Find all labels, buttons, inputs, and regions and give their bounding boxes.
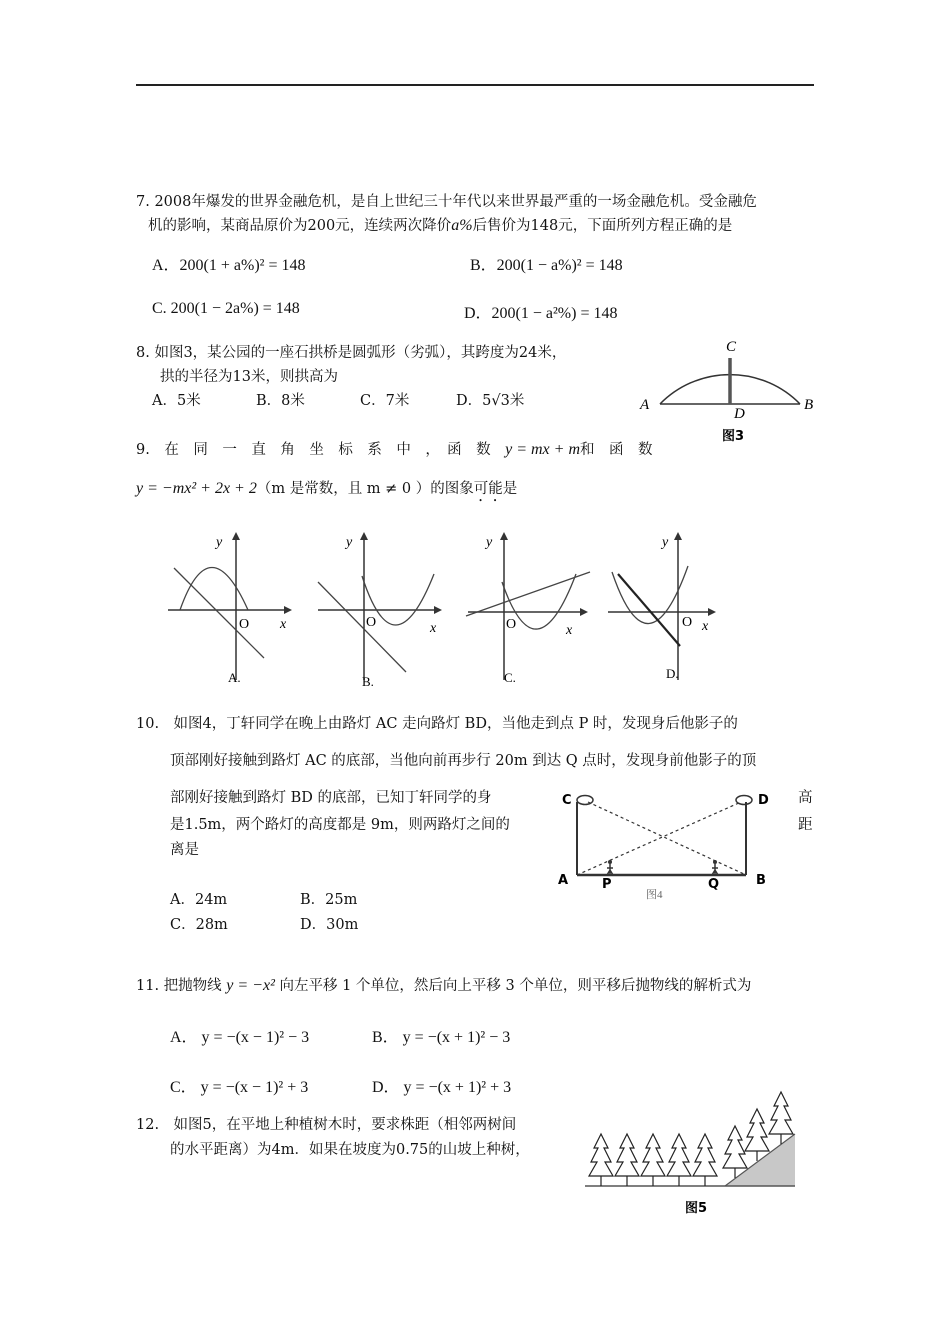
tree-icon — [589, 1134, 613, 1186]
q8-option-b[interactable]: B．8米 — [256, 393, 305, 409]
q9b-x-label: x — [430, 621, 437, 636]
q9-graph-a[interactable] — [160, 530, 300, 690]
q7-line2: 机的影响，某商品原价为200元，连续两次降价a%后售价为148元，下面所列方程正确的是 — [148, 217, 733, 234]
q9b-label: B. — [362, 674, 374, 689]
tree-icon — [615, 1134, 639, 1186]
fig3-label-c: C — [726, 339, 737, 355]
q10-line4-right: 距 — [798, 817, 813, 833]
fig4-label-d: D — [758, 793, 769, 808]
q9b-y-label: y — [346, 535, 353, 550]
q11-option-b[interactable]: B． y = −(x + 1)² − 3 — [372, 1029, 511, 1046]
fig4-caption: 图4 — [646, 889, 663, 901]
q9c-x-label: x — [566, 623, 573, 638]
q10-option-d[interactable]: D．30m — [300, 917, 359, 933]
q9a-x-label: x — [280, 617, 287, 632]
figure-3-arch-bridge — [630, 336, 830, 446]
q9d-x-label: x — [702, 619, 709, 634]
q10-option-c[interactable]: C．28m — [170, 917, 228, 933]
fig3-label-d: D — [734, 406, 745, 422]
q10-line3: 部刚好接触到路灯 BD 的底部，已知丁轩同学的身 — [170, 790, 492, 806]
q9c-origin: O — [506, 617, 517, 632]
q9-graph-c[interactable] — [460, 530, 600, 690]
q10-line4: 是1.5m，两个路灯的高度都是 9m，则两路灯之间的 — [170, 817, 510, 833]
q10-line2: 顶部刚好接触到路灯 AC 的底部，当他向前再步行 20m 到达 Q 点时，发现身前他影子的顶 — [170, 753, 757, 769]
q8-option-d[interactable]: D．5√3米 — [456, 393, 525, 409]
q8-option-c[interactable]: C．7米 — [360, 393, 410, 409]
tree-icon — [769, 1092, 793, 1144]
q9a-label: A. — [228, 670, 241, 685]
fig3-label-a: A — [640, 397, 650, 413]
fig4-label-q: Q — [708, 877, 720, 892]
q8-option-a[interactable]: A．5米 — [152, 393, 201, 409]
q12-line1: 12. 如图5，在平地上种植树木时，要求株距（相邻两树间 — [136, 1117, 517, 1133]
tree-icon — [745, 1109, 769, 1161]
q9c-label: C. — [504, 670, 516, 685]
q10-line5: 离是 — [170, 842, 199, 858]
q9-line1: 9. 在 同 一 直 角 坐 标 系 中 ， 函 数 y = mx + m和 函 数 — [136, 441, 653, 458]
q12-line2: 的水平距离）为4m．如果在坡度为0.75的山坡上种树， — [170, 1142, 530, 1158]
q9d-origin: O — [682, 615, 693, 630]
q7-option-b[interactable]: B．200(1 − a%)² = 148 — [470, 257, 623, 274]
q8-line2: 拱的半径为13米，则拱高为 — [160, 369, 338, 385]
q10-option-a[interactable]: A．24m — [170, 892, 228, 908]
q9a-origin: O — [239, 617, 250, 632]
q10-line3-right: 高 — [798, 790, 813, 806]
q11-option-c[interactable]: C． y = −(x − 1)² + 3 — [170, 1079, 309, 1096]
tree-icon — [667, 1134, 691, 1186]
q7-option-c[interactable]: C. 200(1 − 2a%) = 148 — [152, 300, 300, 317]
q9b-origin: O — [366, 615, 377, 630]
q9a-y-label: y — [216, 535, 223, 550]
tree-icon — [723, 1126, 747, 1178]
q10-line1: 10. 如图4，丁轩同学在晚上由路灯 AC 走向路灯 BD，当他走到点 P 时，发现身后他影子的 — [136, 716, 738, 732]
q7-option-a[interactable]: A．200(1 + a%)² = 148 — [152, 257, 306, 274]
q7-line1: 7. 2008年爆发的世界金融危机，是自上世纪三十年代以来世界最严重的一场金融危机。受金融危 — [136, 194, 757, 210]
fig4-label-c: C — [562, 793, 572, 808]
fig4-label-p: P — [602, 877, 612, 892]
q8-line1: 8. 如图3，某公园的一座石拱桥是圆弧形（劣弧），其跨度为24米， — [136, 345, 567, 361]
fig3-label-b: B — [804, 397, 814, 413]
q11-option-d[interactable]: D． y = −(x + 1)² + 3 — [372, 1079, 512, 1096]
fig3-caption: 图3 — [722, 429, 745, 444]
q9-line2: y = −mx² + 2x + 2（m 是常数，且 m ≠ 0 ）的图象可能是 — [136, 480, 518, 497]
q11-option-a[interactable]: A． y = −(x − 1)² − 3 — [170, 1029, 310, 1046]
fig5-caption: 图5 — [685, 1201, 708, 1216]
q9d-label: D. — [666, 666, 679, 681]
figure-4-street-lamps — [550, 784, 800, 904]
tree-icon — [693, 1134, 717, 1186]
q9c-y-label: y — [486, 535, 493, 550]
q11-line1: 11. 把抛物线 y = −x² 向左平移 1 个单位，然后向上平移 3 个单位，则平移后抛物线的解析式为 — [136, 977, 752, 994]
q9d-y-label: y — [662, 535, 669, 550]
q9-graph-b[interactable] — [310, 530, 450, 690]
header-rule — [136, 84, 814, 86]
tree-icon — [641, 1134, 665, 1186]
q7-option-d[interactable]: D．200(1 − a²%) = 148 — [464, 305, 618, 322]
fig4-label-b: B — [756, 873, 766, 888]
figure-5-trees-on-slope — [585, 1090, 810, 1220]
q10-option-b[interactable]: B．25m — [300, 892, 358, 908]
fig4-label-a: A — [558, 873, 569, 888]
q9-graph-d[interactable] — [600, 530, 740, 690]
